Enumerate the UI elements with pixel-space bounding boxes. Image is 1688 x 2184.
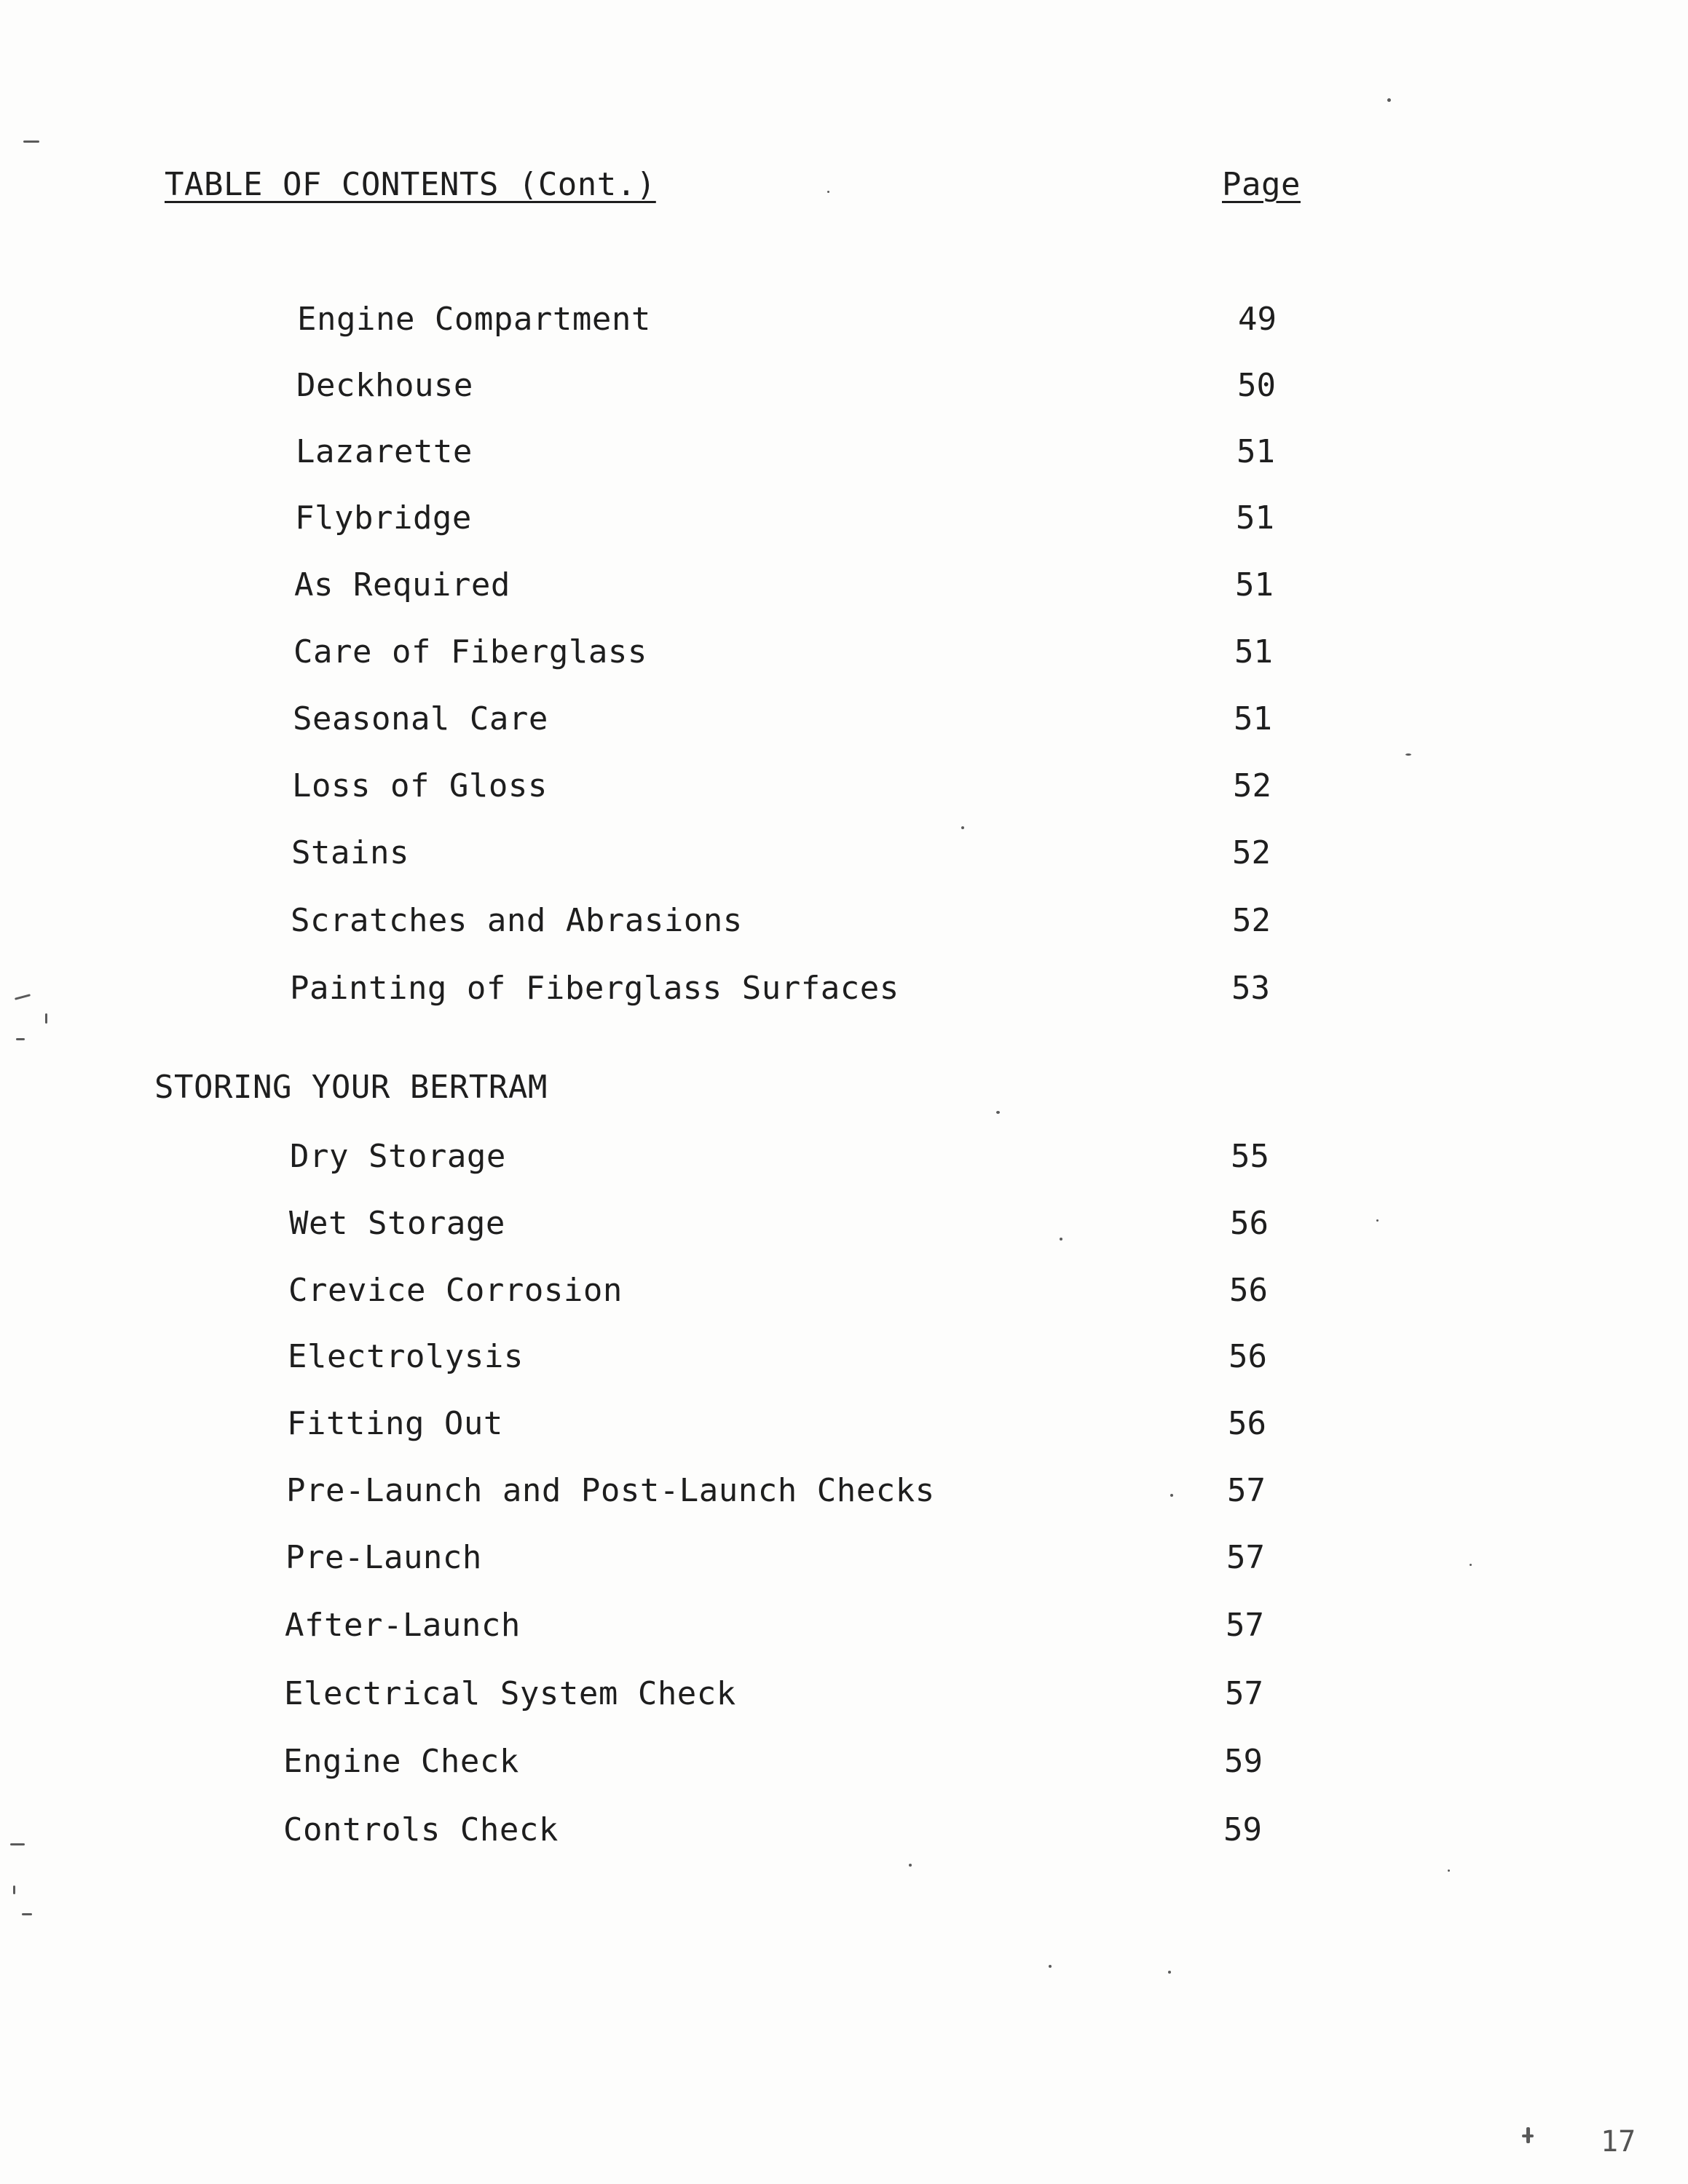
toc-entry-page: 52	[1233, 767, 1271, 804]
toc-entry-page: 51	[1234, 633, 1273, 670]
toc-entry-label: Controls Check	[283, 1811, 559, 1848]
toc-entry-page: 57	[1226, 1539, 1265, 1576]
toc-entry-page: 52	[1232, 902, 1271, 939]
toc-entry-page: 56	[1229, 1272, 1268, 1309]
scan-speck	[1448, 1870, 1450, 1872]
scan-speck	[1170, 1494, 1173, 1497]
toc-entry-label: Engine Check	[283, 1743, 519, 1780]
scan-speck	[996, 1111, 1000, 1114]
toc-entry-label: Deckhouse	[296, 367, 473, 404]
section-heading: STORING YOUR BERTRAM	[154, 1069, 548, 1106]
scan-speck	[45, 1013, 47, 1024]
scan-speck	[15, 994, 31, 1000]
toc-entry-label: Electrical System Check	[284, 1675, 736, 1712]
toc-entry-page: 50	[1237, 367, 1276, 404]
scan-speck	[10, 1843, 25, 1845]
toc-entry-page: 57	[1226, 1607, 1264, 1644]
toc-entry-label: Care of Fiberglass	[293, 633, 647, 670]
scan-speck	[22, 1913, 32, 1915]
toc-entry-page: 56	[1228, 1338, 1267, 1375]
scan-speck	[1168, 1971, 1171, 1974]
scan-speck	[1387, 98, 1391, 102]
toc-entry-label: Seasonal Care	[293, 700, 548, 737]
toc-entry-label: Engine Compartment	[297, 301, 651, 338]
footer-page-number: 17	[1601, 2125, 1636, 2159]
toc-entry-label: Pre-Launch and Post-Launch Checks	[286, 1472, 935, 1509]
page-column-label: Page	[1222, 166, 1301, 203]
toc-entry-label: Flybridge	[295, 499, 472, 537]
scan-speck	[1522, 2134, 1534, 2137]
scan-speck	[1376, 1219, 1379, 1222]
toc-entry-page: 57	[1227, 1472, 1266, 1509]
scan-speck	[827, 191, 829, 193]
toc-entry-label: As Required	[294, 566, 510, 604]
toc-entry-page: 59	[1224, 1743, 1263, 1780]
toc-entry-page: 55	[1231, 1138, 1269, 1175]
toc-entry-page: 51	[1237, 433, 1275, 470]
toc-entry-label: Stains	[291, 834, 409, 871]
toc-entry-label: Wet Storage	[289, 1205, 505, 1242]
toc-entry-page: 59	[1223, 1811, 1262, 1848]
toc-entry-page: 56	[1230, 1205, 1269, 1242]
scan-speck	[909, 1864, 912, 1867]
scan-speck	[1405, 753, 1411, 756]
toc-entry-label: Loss of Gloss	[292, 767, 548, 804]
toc-entry-page: 51	[1236, 499, 1274, 537]
toc-entry-label: Scratches and Abrasions	[291, 902, 743, 939]
scan-speck	[1060, 1238, 1062, 1241]
toc-entry-page: 52	[1232, 834, 1271, 871]
toc-entry-label: Lazarette	[296, 433, 473, 470]
scan-speck	[13, 1886, 15, 1894]
scan-speck	[1049, 1965, 1052, 1968]
toc-heading: TABLE OF CONTENTS (Cont.)	[165, 166, 656, 203]
scan-speck	[16, 1038, 25, 1040]
toc-entry-label: Pre-Launch	[285, 1539, 482, 1576]
toc-entry-label: Dry Storage	[290, 1138, 506, 1175]
toc-entry-page: 57	[1225, 1675, 1263, 1712]
toc-entry-page: 51	[1234, 700, 1272, 737]
toc-entry-label: Electrolysis	[288, 1338, 524, 1375]
toc-entry-label: After-Launch	[285, 1607, 521, 1644]
scan-speck	[23, 141, 39, 143]
scan-speck	[1470, 1564, 1472, 1566]
toc-entry-label: Crevice Corrosion	[288, 1272, 623, 1309]
toc-entry-label: Painting of Fiberglass Surfaces	[290, 970, 899, 1007]
toc-entry-page: 56	[1228, 1405, 1266, 1442]
toc-entry-page: 53	[1231, 970, 1270, 1007]
toc-entry-page: 49	[1238, 301, 1277, 338]
scan-speck	[961, 826, 964, 829]
toc-entry-label: Fitting Out	[287, 1405, 503, 1442]
toc-entry-page: 51	[1235, 566, 1274, 604]
